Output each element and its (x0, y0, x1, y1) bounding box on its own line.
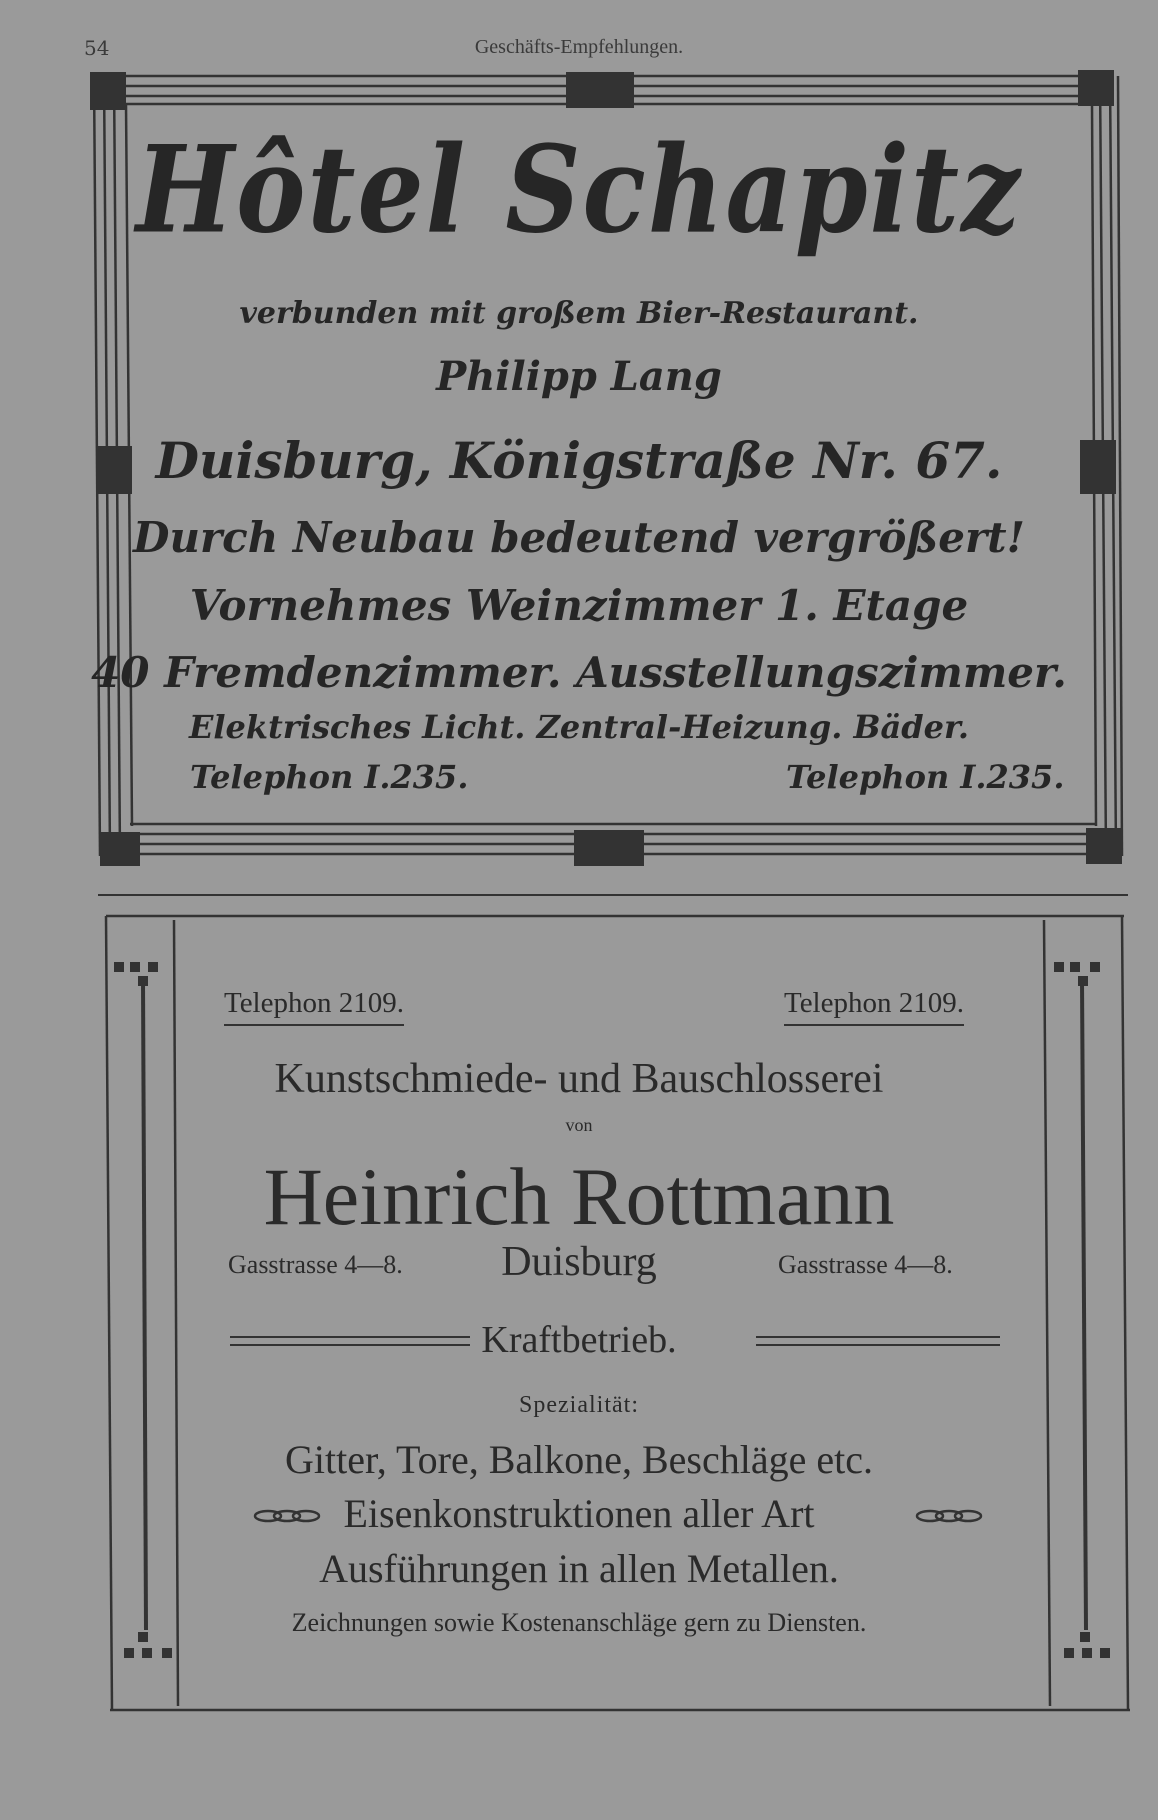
hotel-amenities: Elektrisches Licht. Zentral-Heizung. Bäder. (188, 708, 970, 746)
smith-street-right: Gasstrasse 4—8. (778, 1250, 953, 1279)
smith-specialty-line4: Zeichnungen sowie Kostenanschläge gern zu Diensten. (291, 1608, 867, 1637)
hotel-owner: Philipp Lang (436, 353, 722, 400)
hotel-phone-right: Telephon I.235. (786, 758, 1065, 796)
hotel-address: Duisburg, Königstraße Nr. 67. (155, 431, 1003, 490)
hotel-subtitle: verbunden mit großem Bier-Restaurant. (239, 296, 919, 331)
page-number: 54 (84, 36, 110, 60)
smith-street-left: Gasstrasse 4—8. (228, 1250, 403, 1279)
running-head: Geschäfts-Empfehlungen. (474, 36, 684, 58)
smith-city: Duisburg (501, 1239, 657, 1285)
hotel-phone-left: Telephon I.235. (190, 758, 469, 796)
smith-specialty-line1: Gitter, Tore, Balkone, Beschläge etc. (285, 1437, 873, 1482)
smith-specialty-line3: Ausführungen in allen Metallen. (319, 1546, 839, 1591)
chain-ornament-right-icon (914, 1506, 984, 1526)
smith-frame (0, 900, 1158, 1720)
hotel-wine-room-note: Vornehmes Weinzimmer 1. Etage (189, 581, 969, 630)
smith-specialty-line2: Eisenkonstruktionen aller Art (343, 1491, 815, 1536)
ad-separator (98, 894, 1128, 896)
smith-owner-name: Heinrich Rottmann (263, 1151, 895, 1242)
hotel-title: Hôtel Schapitz (135, 118, 1023, 261)
smith-business-title: Kunstschmiede- und Bauschlosserei (274, 1056, 884, 1102)
smith-specialty-label: Spezialität: (519, 1392, 639, 1418)
smith-phone-left: Telephon 2109. (224, 987, 404, 1026)
smith-kraftbetrieb: Kraftbetrieb. (481, 1319, 677, 1361)
kraft-rule-right (756, 1336, 1000, 1346)
smith-phone-right: Telephon 2109. (784, 987, 964, 1026)
hotel-rooms-note: 40 Fremdenzimmer. Ausstellungszimmer. (91, 648, 1067, 697)
smith-von: von (565, 1115, 593, 1135)
hotel-enlarged-note: Durch Neubau bedeutend vergrößert! (133, 513, 1025, 562)
